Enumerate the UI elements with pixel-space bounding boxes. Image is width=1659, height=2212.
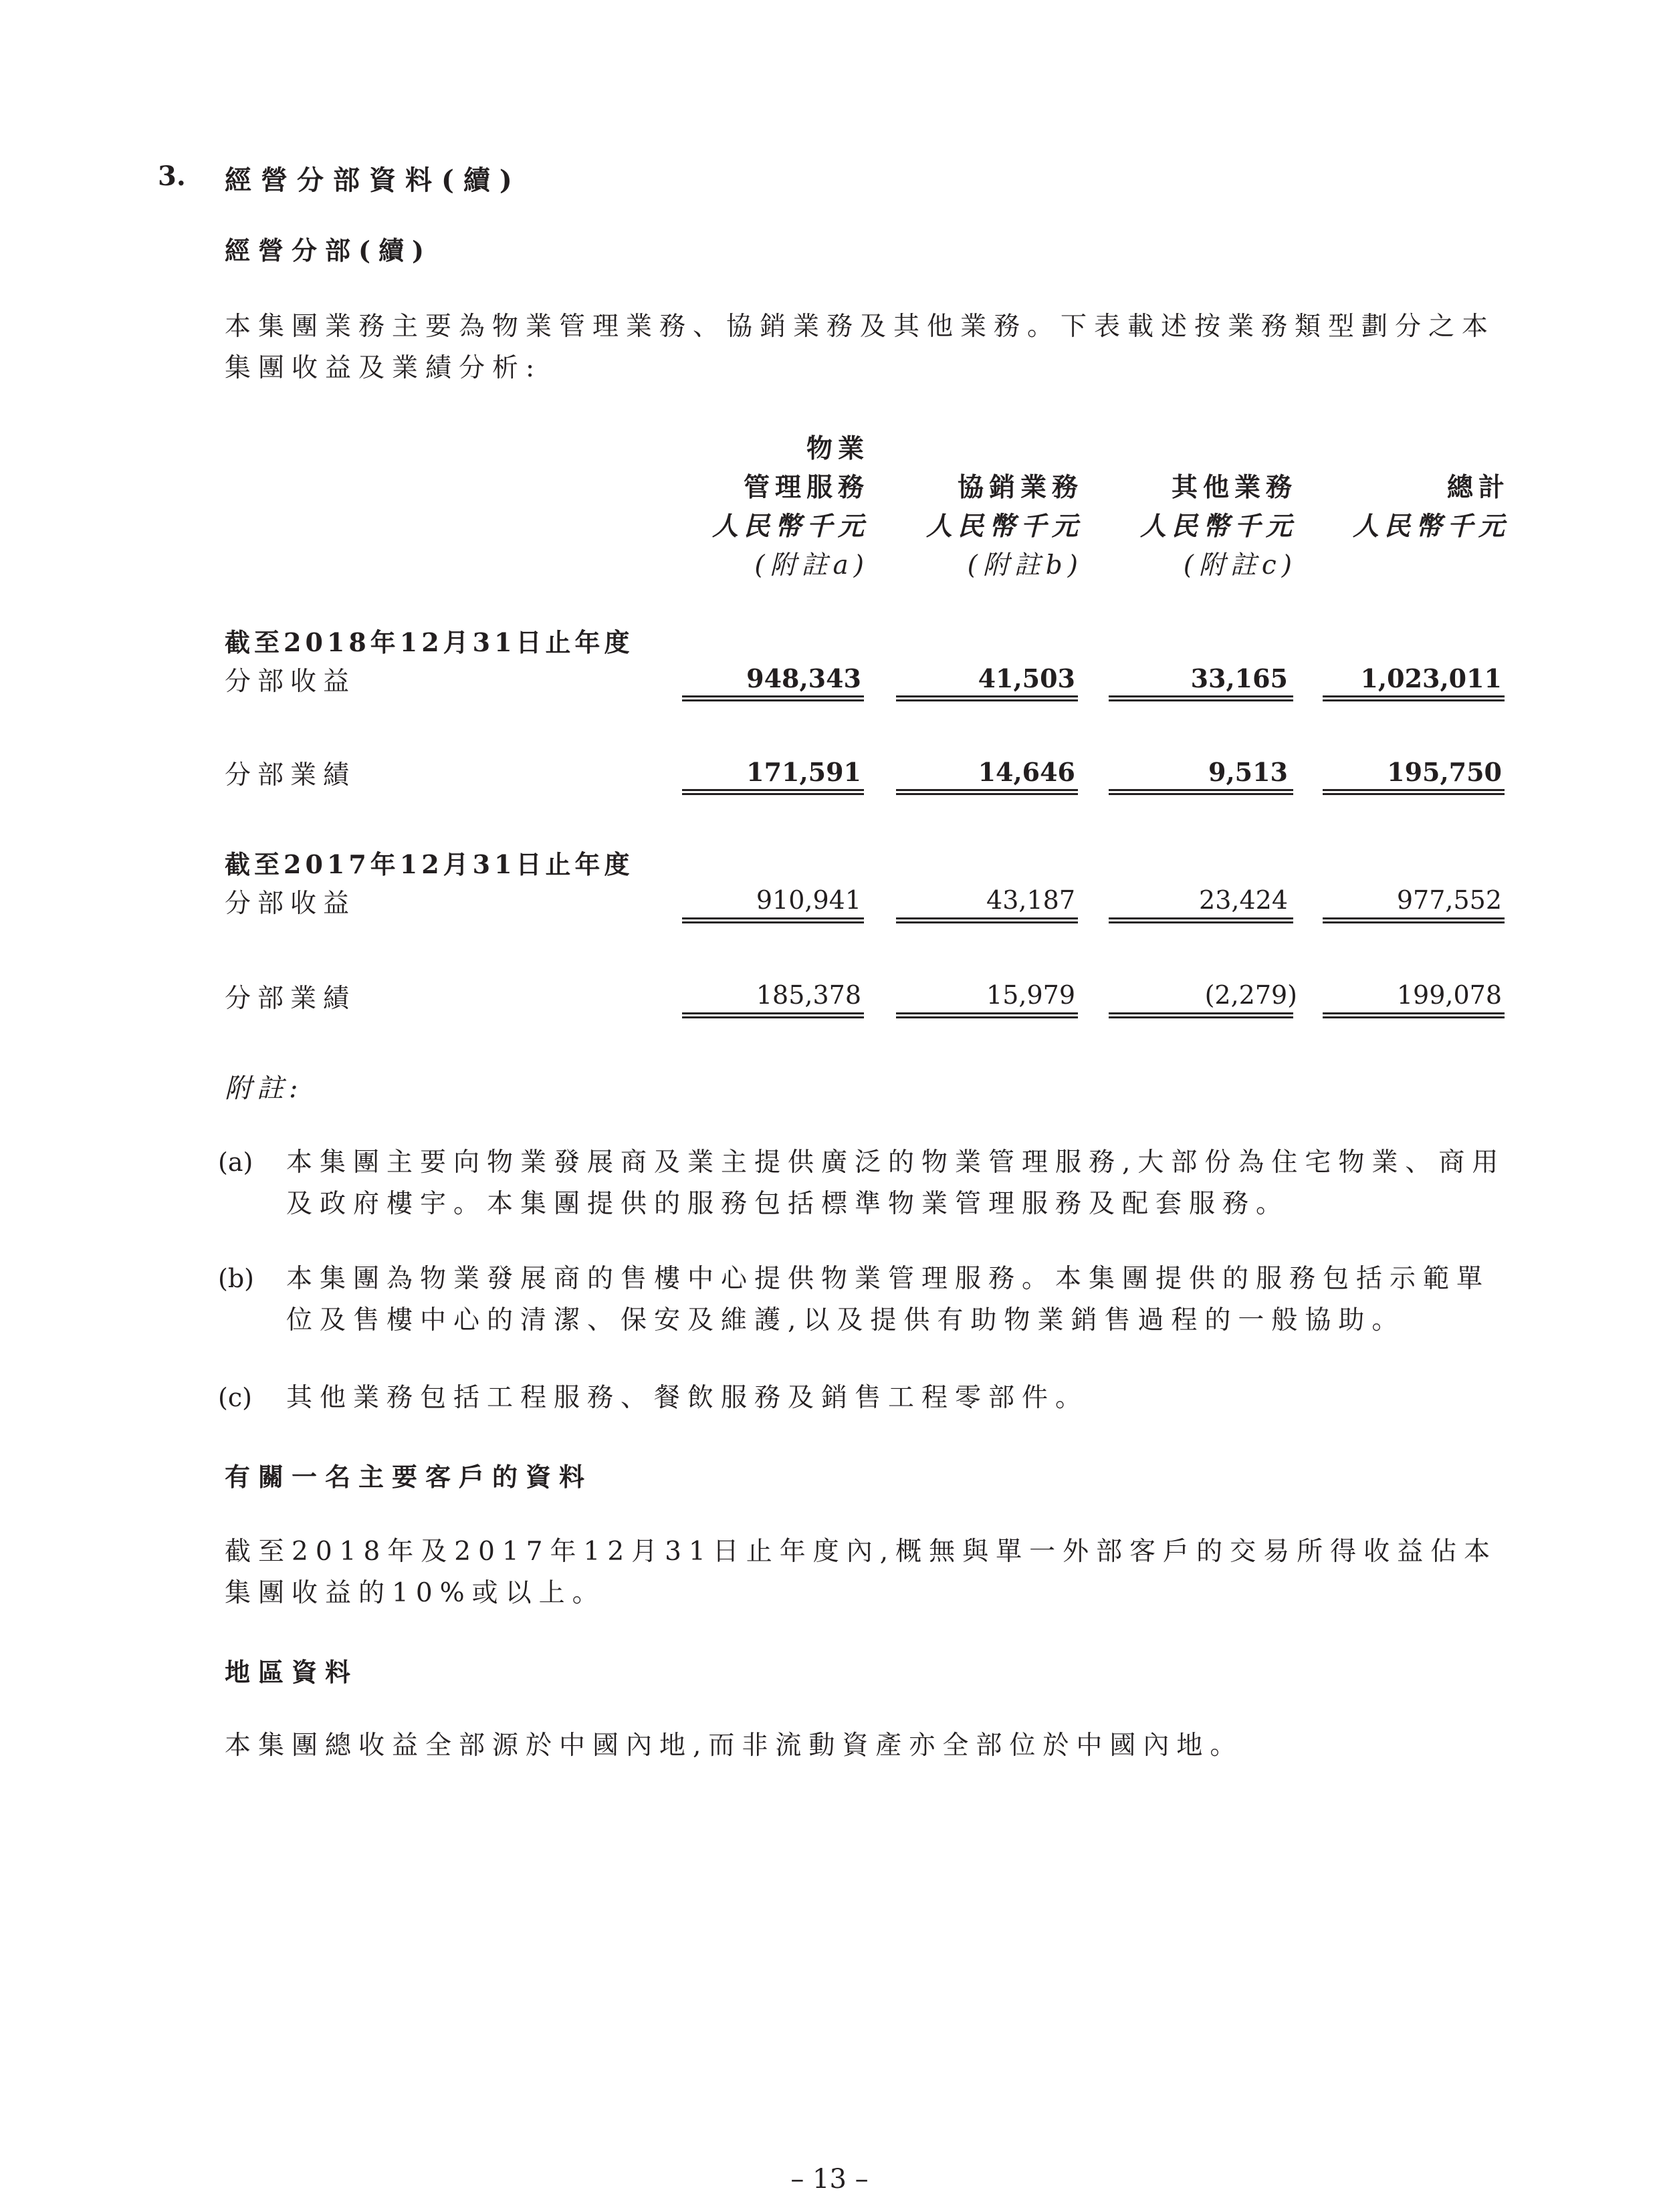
section-title: 經營分部資料(續) [225, 164, 522, 196]
double-underline [1323, 695, 1505, 701]
major-customer-text: 截至2018年及2017年12月31日止年度內,概無與單一外部客戶的交易所得收益佔本集團收益的10%或以上。 [225, 1537, 1498, 1608]
row-label-revenue-2018: 分部收益 [225, 667, 356, 697]
row-label-results-2018: 分部業績 [225, 760, 356, 790]
double-underline [896, 1012, 1078, 1018]
cell-revenue-2017-col3: 23,424 [1199, 885, 1288, 915]
double-underline [1323, 917, 1505, 923]
header-col4-currency: 人民幣千元 [1352, 511, 1510, 542]
header-col1-note: (附註a) [754, 550, 869, 580]
cell-revenue-2017-col4: 977,552 [1396, 885, 1502, 915]
double-underline [1109, 789, 1293, 795]
note-c-mark: (c) [218, 1383, 252, 1412]
note-b-mark: (b) [218, 1264, 254, 1293]
cell-revenue-2018-col4: 1,023,011 [1360, 663, 1502, 693]
header-col2-currency: 人民幣千元 [925, 511, 1083, 542]
header-col1-line2: 管理服務 [743, 472, 869, 503]
section-number: 3. [158, 160, 186, 192]
geographic-heading: 地區資料 [225, 1657, 359, 1687]
notes-heading: 附註: [225, 1073, 304, 1104]
double-underline [682, 1012, 864, 1018]
header-col2-note: (附註b) [967, 550, 1083, 580]
subsection-title: 經營分部(續) [225, 235, 432, 265]
header-col3-currency: 人民幣千元 [1139, 511, 1297, 542]
double-underline [896, 789, 1078, 795]
double-underline [896, 695, 1078, 701]
cell-results-2018-col4: 195,750 [1387, 757, 1502, 787]
page-number: – 13 – [790, 2164, 869, 2195]
double-underline [682, 695, 864, 701]
cell-revenue-2018-col2: 41,503 [978, 663, 1075, 693]
cell-results-2017-col3: (2,279) [1204, 980, 1297, 1010]
header-col2-line2: 協銷業務 [957, 472, 1083, 503]
cell-results-2017-col2: 15,979 [986, 980, 1075, 1010]
note-b-text: 本集團為物業發展商的售樓中心提供物業管理服務。本集團提供的服務包括示範單位及售樓中心的清潔、保安及維護,以及提供有助物業銷售過程的一般協助。 [286, 1264, 1490, 1335]
header-col4-line2: 總計 [1446, 472, 1510, 503]
double-underline [1109, 695, 1293, 701]
double-underline [682, 789, 864, 795]
header-col3-note: (附註c) [1183, 550, 1297, 580]
note-c-text: 其他業務包括工程服務、餐飲服務及銷售工程零部件。 [286, 1383, 1089, 1413]
major-customer-heading: 有關一名主要客戶的資料 [225, 1462, 593, 1492]
intro-paragraph: 本集團業務主要為物業管理業務、協銷業務及其他業務。下表載述按業務類型劃分之本集團收益及業績分析: [225, 312, 1496, 383]
double-underline [1109, 1012, 1293, 1018]
header-col1-currency: 人民幣千元 [711, 511, 869, 542]
note-a-mark: (a) [218, 1147, 253, 1177]
cell-results-2018-col2: 14,646 [978, 757, 1075, 787]
header-col3-line2: 其他業務 [1171, 472, 1297, 503]
cell-revenue-2017-col2: 43,187 [986, 885, 1075, 915]
cell-results-2017-col4: 199,078 [1396, 980, 1502, 1010]
double-underline [896, 917, 1078, 923]
row-label-revenue-2017: 分部收益 [225, 889, 356, 919]
cell-results-2017-col1: 185,378 [756, 980, 861, 1010]
row-label-results-2017: 分部業績 [225, 984, 356, 1014]
double-underline [1323, 1012, 1505, 1018]
period-heading-2017: 截至2017年12月31日止年度 [225, 849, 634, 879]
geographic-text: 本集團總收益全部源於中國內地,而非流動資產亦全部位於中國內地。 [225, 1731, 1244, 1761]
cell-results-2018-col1: 171,591 [746, 757, 861, 787]
note-a-text: 本集團主要向物業發展商及業主提供廣泛的物業管理服務,大部份為住宅物業、商用及政府樓宇。本集團提供的服務包括標準物業管理服務及配套服務。 [286, 1147, 1506, 1219]
double-underline [682, 917, 864, 923]
period-heading-2018: 截至2018年12月31日止年度 [225, 627, 634, 657]
cell-revenue-2017-col1: 910,941 [756, 885, 861, 915]
cell-results-2018-col3: 9,513 [1208, 757, 1288, 787]
double-underline [1109, 917, 1293, 923]
header-col1-line1: 物業 [806, 433, 869, 464]
double-underline [1323, 789, 1505, 795]
cell-revenue-2018-col3: 33,165 [1190, 663, 1288, 693]
cell-revenue-2018-col1: 948,343 [746, 663, 861, 693]
